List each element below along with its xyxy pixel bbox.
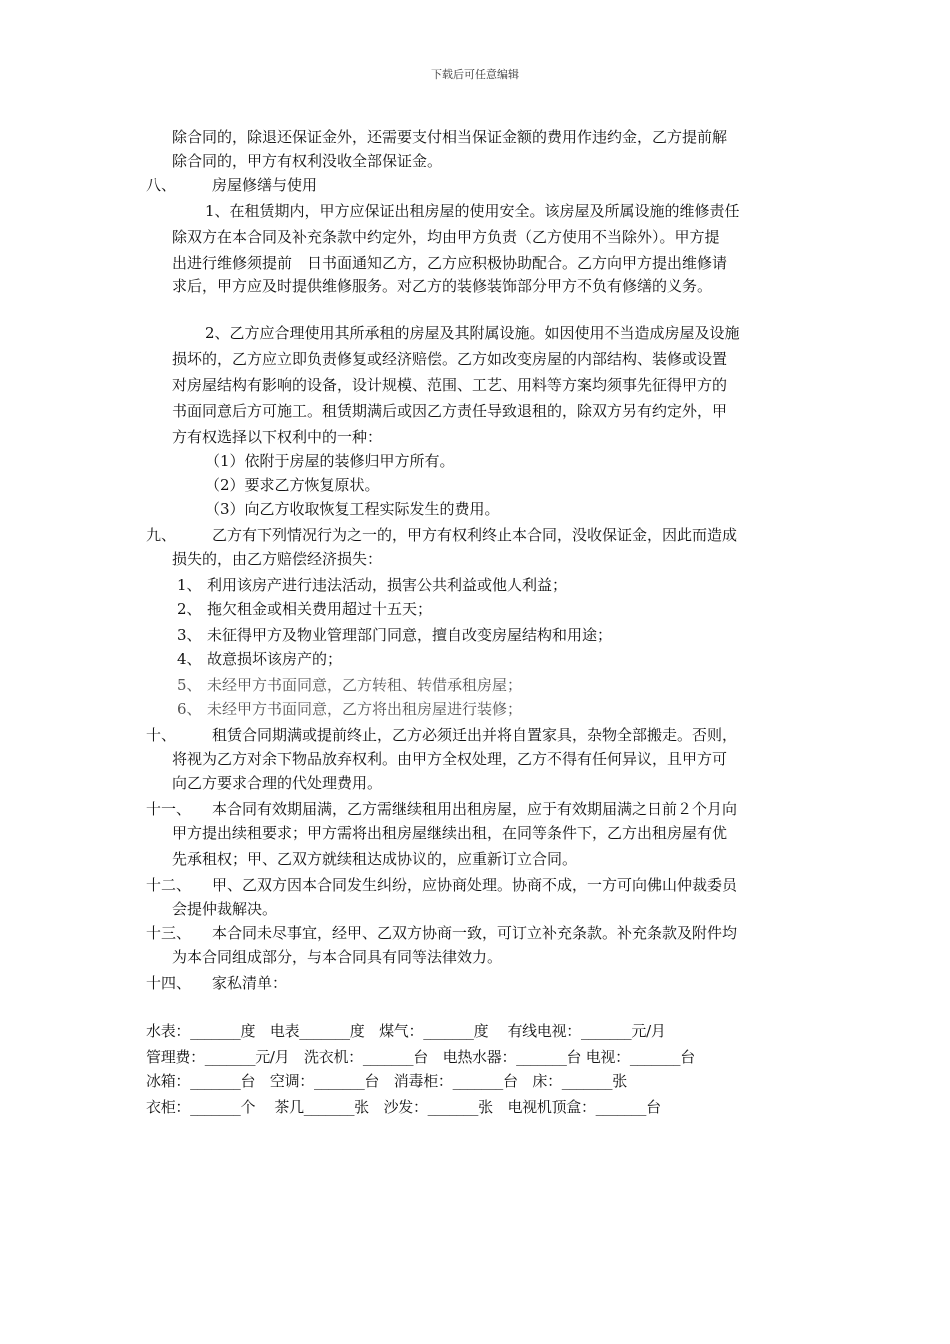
sec8-option: （1）依附于房屋的装修归甲方所有。 (205, 452, 455, 470)
sec9-item-number: 2、 (177, 600, 202, 618)
inventory-row: 冰箱：_______台 空调：_______台 消毒柜：_______台 床：_______张 (146, 1072, 627, 1090)
sec8-option: （2）要求乙方恢复原状。 (205, 476, 380, 494)
sec11-line: 甲方提出续租要求；甲方需将出租房屋继续出租，在同等条件下，乙方出租房屋有优 (172, 824, 728, 842)
sec10-number: 十、 (146, 726, 177, 744)
sec8-p2-line: 2、乙方应合理使用其所承租的房屋及其附属设施。如因使用不当造成房屋及设施 (205, 324, 740, 342)
sec8-number: 八、 (146, 176, 177, 194)
sec7-line: 除合同的，除退还保证金外，还需要支付相当保证金额的费用作违约金，乙方提前解 (172, 128, 728, 146)
sec9-item: 未经甲方书面同意，乙方将出租房屋进行装修； (207, 700, 523, 718)
sec11-line: 本合同有效期届满，乙方需继续租用出租房屋，应于有效期届满之日前２个月向 (212, 800, 738, 818)
sec8-p2-line: 对房屋结构有影响的设备，设计规模、范围、工艺、用料等方案均须事先征得甲方的 (172, 376, 728, 394)
sec14-title: 家私清单： (212, 974, 288, 992)
sec12-line: 会提仲裁解决。 (172, 900, 278, 918)
sec8-p2-line: 方有权选择以下权利中的一种： (172, 428, 383, 446)
sec9-line: 损失的，由乙方赔偿经济损失： (172, 550, 383, 568)
sec13-number: 十三、 (146, 924, 192, 942)
sec8-p1-line: 1、在租赁期内，甲方应保证出租房屋的使用安全。该房屋及所属设施的维修责任 (205, 202, 740, 220)
sec9-item-number: 6、 (177, 700, 202, 718)
sec12-number: 十二、 (146, 876, 192, 894)
inventory-row: 管理费：_______元/月 洗衣机：_______台 电热水器：_______台 电视：_______台 (146, 1048, 695, 1066)
sec10-line: 将视为乙方对余下物品放弃权利。由甲方全权处理，乙方不得有任何异议，且甲方可 (172, 750, 728, 768)
sec11-number: 十一、 (146, 800, 192, 818)
inventory-row: 水表：_______度 电表_______度 煤气：_______度 有线电视：_______元/月 (146, 1022, 666, 1040)
sec8-p1-line: 出进行维修须提前 日书面通知乙方，乙方应积极协助配合。乙方向甲方提出维修请 (172, 254, 728, 272)
sec11-line: 先承租权；甲、乙双方就续租达成协议的，应重新订立合同。 (172, 850, 578, 868)
sec10-line: 向乙方要求合理的代处理费用。 (172, 774, 383, 792)
sec9-line: 乙方有下列情况行为之一的，甲方有权利终止本合同，没收保证金，因此而造成 (212, 526, 738, 544)
sec8-p2-line: 书面同意后方可施工。租赁期满后或因乙方责任导致退租的，除双方另有约定外，甲 (172, 402, 728, 420)
page-header: 下载后可任意编辑 (431, 68, 519, 81)
sec7-line: 除合同的，甲方有权利没收全部保证金。 (172, 152, 443, 170)
sec9-item-number: 1、 (177, 576, 202, 594)
sec14-number: 十四、 (146, 974, 192, 992)
sec10-line: 租赁合同期满或提前终止，乙方必须迁出并将自置家具，杂物全部搬走。否则， (212, 726, 738, 744)
sec13-line: 本合同未尽事宜，经甲、乙双方协商一致，可订立补充条款。补充条款及附件均 (212, 924, 738, 942)
sec9-item: 未经甲方书面同意，乙方转租、转借承租房屋； (207, 676, 523, 694)
sec9-number: 九、 (146, 526, 177, 544)
sec9-item: 利用该房产进行违法活动，损害公共利益或他人利益； (207, 576, 568, 594)
sec8-p1-line: 求后，甲方应及时提供维修服务。对乙方的装修装饰部分甲方不负有修缮的义务。 (172, 277, 713, 295)
sec9-item: 未征得甲方及物业管理部门同意，擅自改变房屋结构和用途； (207, 626, 613, 644)
sec9-item-number: 5、 (177, 676, 202, 694)
sec8-p1-line: 除双方在本合同及补充条款中约定外，均由甲方负责（乙方使用不当除外）。甲方提 (172, 228, 720, 246)
sec9-item-number: 3、 (177, 626, 202, 644)
sec9-item: 故意损坏该房产的； (207, 650, 343, 668)
sec13-line: 为本合同组成部分，与本合同具有同等法律效力。 (172, 948, 503, 966)
inventory-row: 衣柜：_______个 茶几_______张 沙发：_______张 电视机顶盒：_______台 (146, 1098, 661, 1116)
sec8-p2-line: 损坏的，乙方应立即负责修复或经济赔偿。乙方如改变房屋的内部结构、装修或设置 (172, 350, 728, 368)
sec8-option: （3）向乙方收取恢复工程实际发生的费用。 (205, 500, 500, 518)
sec9-item: 拖欠租金或相关费用超过十五天； (207, 600, 433, 618)
sec9-item-number: 4、 (177, 650, 202, 668)
sec8-title: 房屋修缮与使用 (212, 176, 318, 194)
sec12-line: 甲、乙双方因本合同发生纠纷，应协商处理。协商不成，一方可向佛山仲裁委员 (212, 876, 738, 894)
